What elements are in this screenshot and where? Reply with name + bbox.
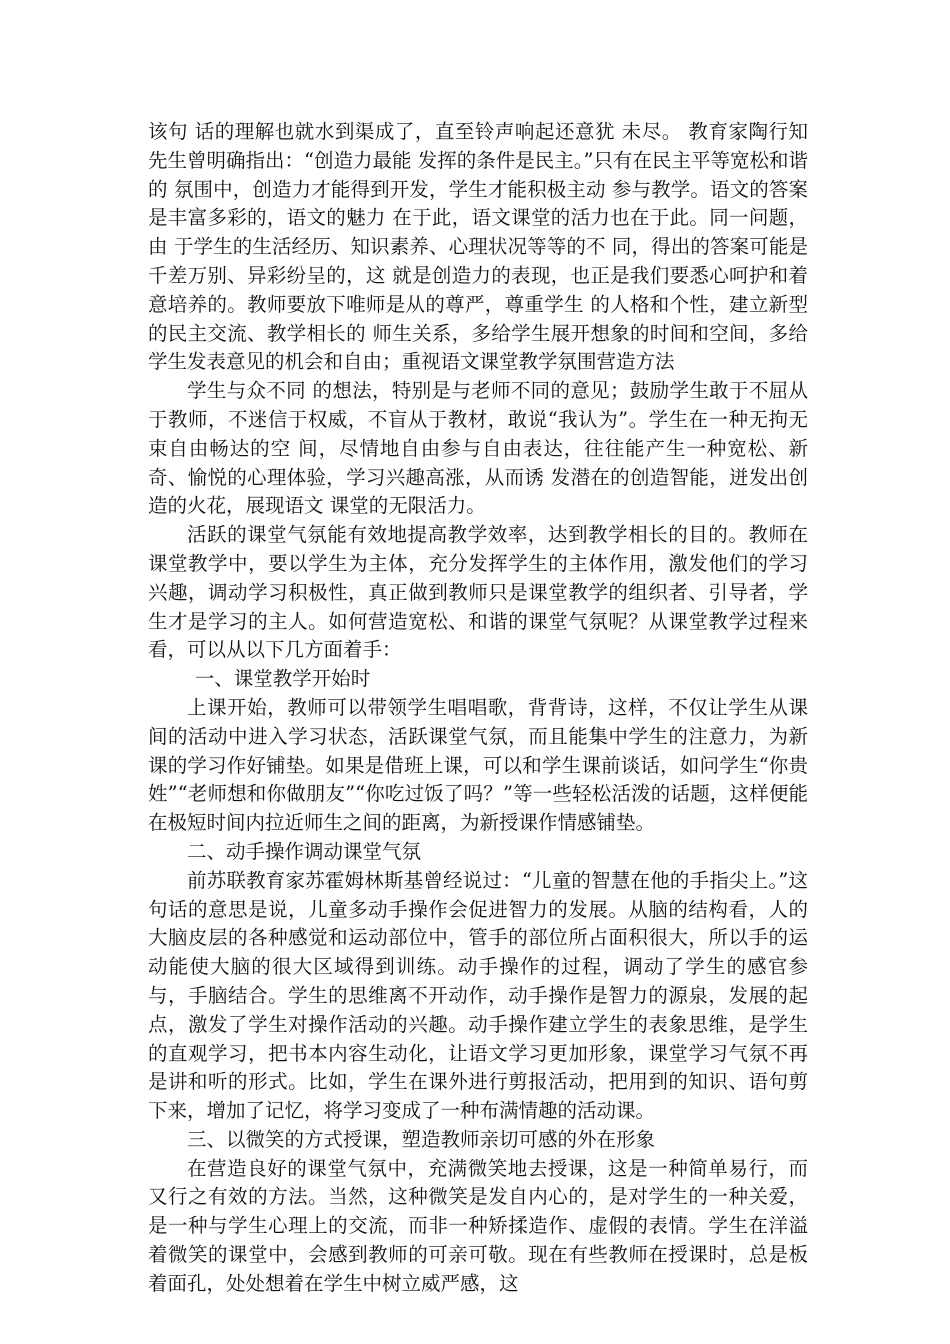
body-paragraph: 该句 话的理解也就水到渠成了，直至铃声响起还意犹 未尽。 教育家陶行知先生曾明确指出：“创造力最能 发挥的条件是民主。”只有在民主平等宽松和谐的 氛围中，创造力才能得到开发，学生才能积极主动 参与教学。语文的答案是丰富多彩的，语文的魅力 在于此，语文课堂的活力也在于此。同一问题，由 于学生的生活经历、知识素养、心理状况等等的不 同，得出的答案可能是千差万别、异彩纷呈的，这 就是创造力的表现，也正是我们要悉心呵护和着 意培养的。教师要放下唯师是从的尊严，尊重学生 的人格和个性，建立新型的民主交流、教学相长的 师生关系，多给学生展开想象的时间和空间，多给 学生发表意见的机会和自由；重视语文课堂教学氛围营造方法 [148,120,808,374]
document-page [148,118,808,1299]
body-paragraph: 上课开始，教师可以带领学生唱唱歌，背背诗，这样，不仅让学生从课间的活动中进入学习状态，活跃课堂气氛，而且能集中学生的注意力，为新课的学习作好铺垫。如果是借班上课，可以和学生课前谈话，如问学生“你贵姓”“老师想和你做朋友”“你吃过饭了吗？”等一些轻松活泼的话题，这样便能在极短时间内拉近师生之间的距离，为新授课作情感铺垫。 [148,695,808,835]
body-paragraph: 在营造良好的课堂气氛中，充满微笑地去授课，这是一种简单易行，而又行之有效的方法。当然，这种微笑是发自内心的，是对学生的一种关爱，是一种与学生心理上的交流，而非一种矫揉造作、虚假的表情。学生在洋溢着微笑的课堂中，会感到教师的可亲可敬。现在有些教师在授课时，总是板着面孔，处处想着在学生中树立威严感，这 [148,1156,808,1295]
body-paragraph: 活跃的课堂气氛能有效地提高教学效率，达到教学相长的目的。教师在课堂教学中，要以学生为主体，充分发挥学生的主体作用，激发他们的学习兴趣，调动学习积极性，真正做到教师只是课堂教学的组织者、引导者，学生才是学习的主人。如何营造宽松、和谐的课堂气氛呢？从课堂教学过程来看，可以从以下几方面着手： [148,523,808,662]
section-heading: 一、课堂教学开始时 [194,667,371,691]
body-paragraph: 学生与众不同 的想法，特别是与老师不同的意见；鼓励学生敢于不屈从于教师，不迷信于权威，不盲从于教材，敢说“我认为”。学生在一种无拘无束自由畅达的空 间，尽情地自由参与自由表达，往往能产生一种宽松、新奇、愉悦的心理体验，学习兴趣高涨，从而诱 发潜在的创造智能，迸发出创造的火花，展现语文 课堂的无限活力。 [148,379,808,518]
section-heading: 三、以微笑的方式授课，塑造教师亲切可感的外在形象 [187,1127,656,1151]
section-heading: 二、动手操作调动课堂气氛 [187,839,422,863]
body-paragraph: 前苏联教育家苏霍姆林斯基曾经说过：“儿童的智慧在他的手指尖上。”这句话的意思是说，儿童多动手操作会促进智力的发展。从脑的结构看，人的大脑皮层的各种感觉和运动部位中，管手的部位所占面积很大，所以手的运动能使大脑的很大区域得到训练。动手操作的过程，调动了学生的感官参与，手脑结合。学生的思维离不开动作，动手操作是智力的源泉，发展的起点，激发了学生对操作活动的兴趣。动手操作建立学生的表象思维，是学生的直观学习，把书本内容生动化，让语文学习更加形象，课堂学习气氛不再是讲和听的形式。比如，学生在课外进行剪报活动，把用到的知识、语句剪下来，增加了记忆，将学习变成了一种布满情趣的活动课。 [148,868,808,1123]
